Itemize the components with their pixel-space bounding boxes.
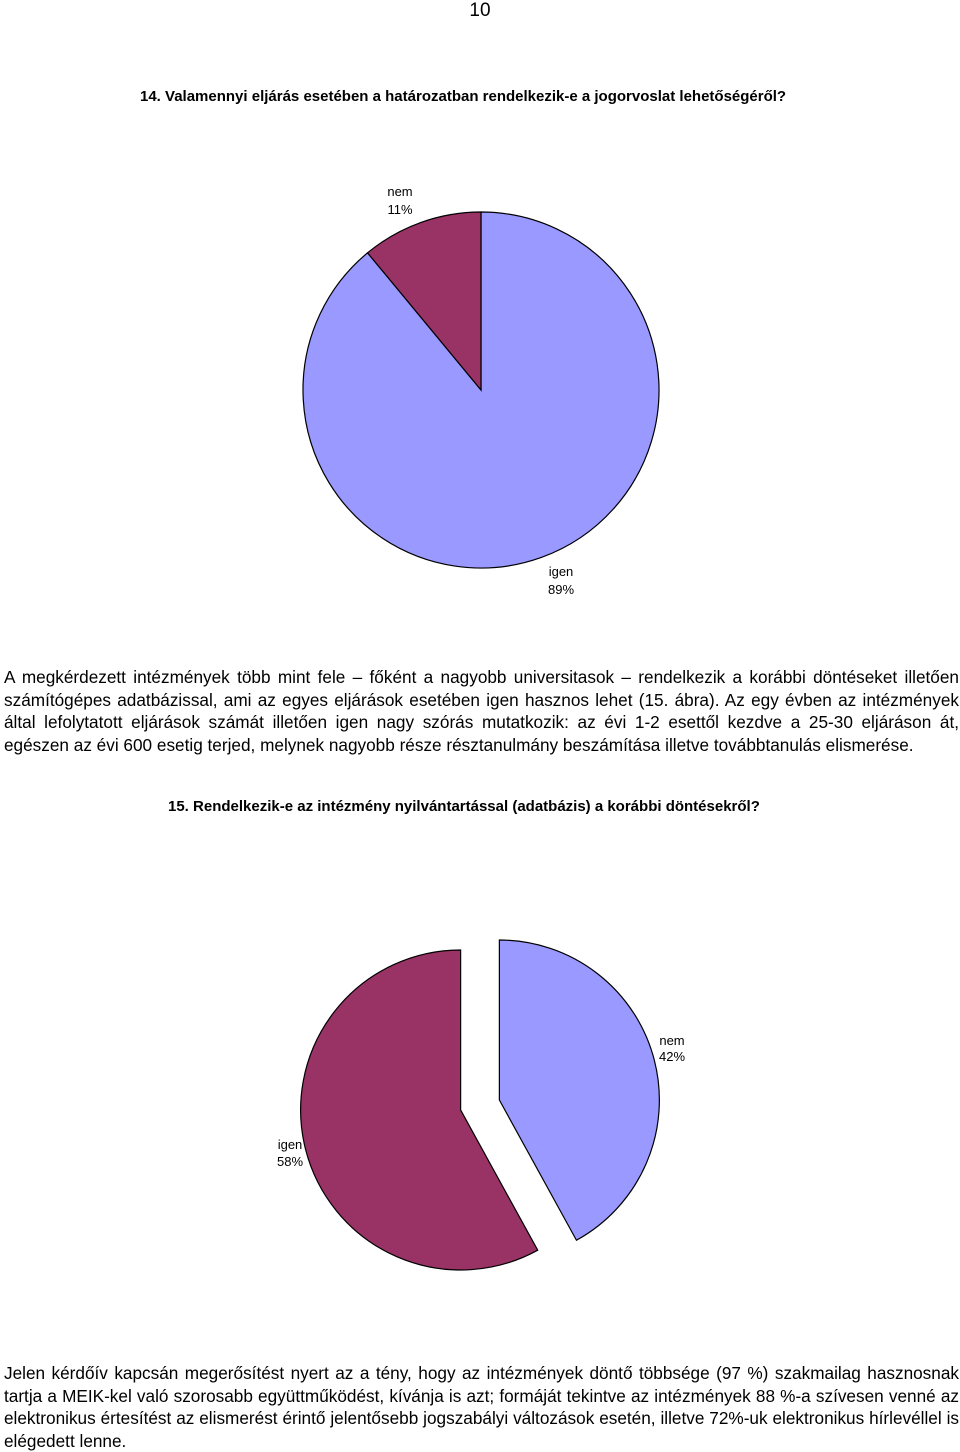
pie-slice-nem-exploded: [499, 940, 659, 1240]
label-igen-name-2: igen: [277, 1137, 303, 1152]
chart-1-title: 14. Valamennyi eljárás esetében a határozatban rendelkezik-e a jogorvoslat lehetőségéről?: [140, 88, 787, 105]
label-nem-value: 11%: [387, 202, 413, 217]
paragraph-cooperation: Jelen kérdőív kapcsán megerősítést nyert az a tény, hogy az intézmények döntő többsége (97 %) szakmailag hasznosnak tartja a MEIK-kel való szorosabb együttműködést, kívánja is azt; formáját tekintve az intézmények 88 %-a szívesen venné az elektronikus értesítést az elismerést érintő jelentősebb jogszabályi változások esetén, illetve 72%-uk elektronikus hírlevéllel is elégedett lenne.: [4, 1363, 959, 1451]
label-nem-value-2: 42%: [658, 1049, 686, 1064]
pie-chart-1: [0, 180, 960, 600]
pie-chart-2: [0, 930, 960, 1230]
paragraph-databases: A megkérdezett intézmények több mint fele – főként a nagyobb universitasok – rendelkezik a korábbi döntéseket illetően számítógépes adatbázissal, ami az egyes eljárások esetében igen hasznos lehet (15. ábra). Az egy évben az intézmények által lefolytatott eljárások számát illetően igen nagy szórás mutatkozik: az évi 1-2 esettől kezdve a 25-30 eljáráson át, egészen az évi 600 esetig terjed, melynek nagyobb része résztanulmány beszámítása illetve továbbtanulás elismerése.: [4, 667, 959, 755]
label-igen-value: 89%: [547, 582, 575, 597]
page-number: 10: [469, 0, 491, 21]
label-nem-name: nem: [387, 184, 413, 199]
label-nem-name-2: nem: [659, 1033, 685, 1048]
chart-2-title: 15. Rendelkezik-e az intézmény nyilvántartással (adatbázis) a korábbi döntésekről?: [168, 798, 760, 815]
label-igen-name: igen: [548, 564, 574, 579]
label-igen-value-2: 58%: [276, 1154, 304, 1169]
